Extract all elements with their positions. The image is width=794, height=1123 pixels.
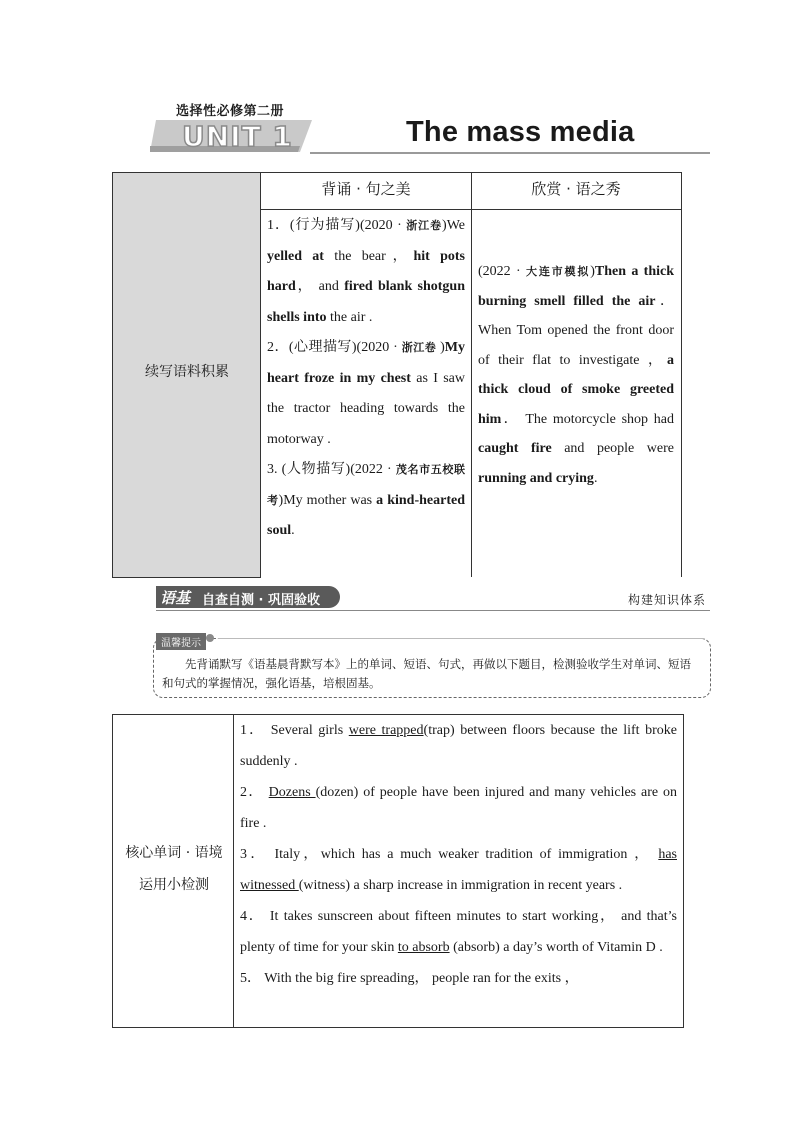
book-label: 选择性必修第二册 (176, 104, 285, 119)
sentence-text: . (593, 470, 598, 486)
question-text: (witness) a sharp increase in immigration in recent years . (298, 878, 623, 893)
question-text: 5． With the big fire spreading， people ran for the exits ， (240, 971, 579, 986)
question-text: (dozen) of people have been injured and many vehicles are on fire . (240, 785, 677, 831)
sentence-text: We (446, 218, 466, 233)
key-phrase: Then a thick burning smell filled the air (478, 264, 674, 309)
question-text: 2． (240, 785, 269, 800)
tip-dot-icon (206, 634, 214, 642)
exercise-text (240, 715, 677, 994)
source-year: (2020 · (359, 218, 407, 233)
source-region: 大连市模拟 (526, 265, 591, 278)
question-text: 4． It takes sunscreen about fifteen minutes to start working， and that’s plenty of time for your skin (240, 909, 677, 955)
key-phrase: running and crying (478, 470, 594, 486)
appreciate-text (471, 209, 681, 493)
sentence-text: the air . (326, 309, 373, 325)
source-region: 茂名市五校联考 (267, 463, 466, 507)
tip-box (153, 638, 711, 698)
tip-rule (218, 638, 704, 639)
item-number: 3. (267, 462, 278, 477)
answer-blank[interactable]: has witnessed (240, 847, 677, 893)
item-number: 2． (267, 340, 289, 355)
section-bar (156, 586, 710, 612)
row-label: 续写语料积累 (145, 364, 229, 380)
sentence-text: and people were (551, 441, 674, 456)
vocab-check-table (112, 714, 684, 1028)
unit-title: The mass media (406, 116, 635, 148)
row-label-cell (112, 172, 261, 578)
sentence-text: ． The motorcycle shop had (501, 411, 674, 427)
unit-number: UNIT 1 (182, 120, 293, 153)
row-label-cell (113, 715, 234, 1027)
tip-text: 先背诵默写《语基晨背默写本》上的单词、短语、句式，再做以下题目，检测验收学生对单词、短语和句式的掌握情况，强化语基，培根固基。 (162, 657, 691, 690)
source-close: ) (442, 218, 447, 233)
question-text: 1． Several girls (240, 723, 349, 738)
column-header-appreciate: 欣赏 · 语之秀 (471, 172, 682, 210)
source-close: ) (436, 340, 445, 355)
recite-text (261, 209, 471, 547)
key-phrase: caught fire (478, 441, 552, 456)
key-phrase: a kind-hearted soul (267, 492, 465, 538)
question-text: (absorb) a day’s worth of Vitamin D . (449, 940, 663, 955)
sentence-text: . (291, 523, 295, 538)
source-close: ) (278, 492, 284, 508)
source-close: ) (590, 264, 595, 279)
item-tag: (心理描写) (288, 340, 357, 355)
item-number: 1． (267, 218, 290, 233)
question-text: (trap) between floors because the lift broke suddenly . (240, 723, 678, 769)
answer-blank[interactable]: were trapped (348, 723, 424, 738)
item-tag: (行为描写) (289, 218, 360, 233)
source-year: (2022 · (350, 462, 396, 477)
key-phrase: fired blank shotgun shells into (267, 279, 466, 325)
section-title: 自查自测 · 巩固验收 (202, 593, 320, 608)
header-divider (310, 152, 710, 154)
column-header-recite: 背诵 · 句之美 (260, 172, 472, 210)
key-phrase: yelled at (267, 248, 324, 264)
sentence-text: as I saw the tractor heading towards the motorway . (267, 370, 465, 447)
source-year: (2022 · (478, 264, 526, 279)
item-tag: (人物描写) (281, 462, 351, 477)
answer-blank[interactable]: to absorb (397, 940, 450, 955)
section-link[interactable]: 构建知识体系 (627, 593, 706, 607)
key-phrase: a thick cloud of smoke greeted him (478, 352, 674, 427)
sentence-text: ． When Tom opened the front door of their flat to investigate ， (478, 293, 675, 368)
appreciate-column (471, 209, 682, 577)
exercise-cell (234, 715, 683, 994)
section-tag: 语基 (160, 589, 191, 607)
sentence-text: ， and (295, 279, 345, 294)
key-phrase: hit pots hard (267, 248, 466, 294)
recite-column (260, 209, 472, 577)
source-region: 浙江卷 (406, 219, 443, 232)
key-phrase: My heart froze in my chest (267, 340, 466, 386)
tip-label: 温馨提示 (156, 633, 206, 650)
answer-blank[interactable]: Dozens (268, 785, 316, 800)
question-text: 3． Italy，which has a much weaker tradition of immigration ， (240, 847, 659, 862)
source-year: (2020 · (356, 340, 402, 355)
writing-materials-table (112, 172, 682, 578)
sentence-text: the bear， (323, 248, 414, 264)
row-label: 核心单词 · 语境运用小检测 (125, 845, 223, 893)
sentence-text: My mother was (283, 492, 377, 508)
source-region: 浙江卷 (401, 341, 437, 354)
section-underline (156, 610, 710, 611)
